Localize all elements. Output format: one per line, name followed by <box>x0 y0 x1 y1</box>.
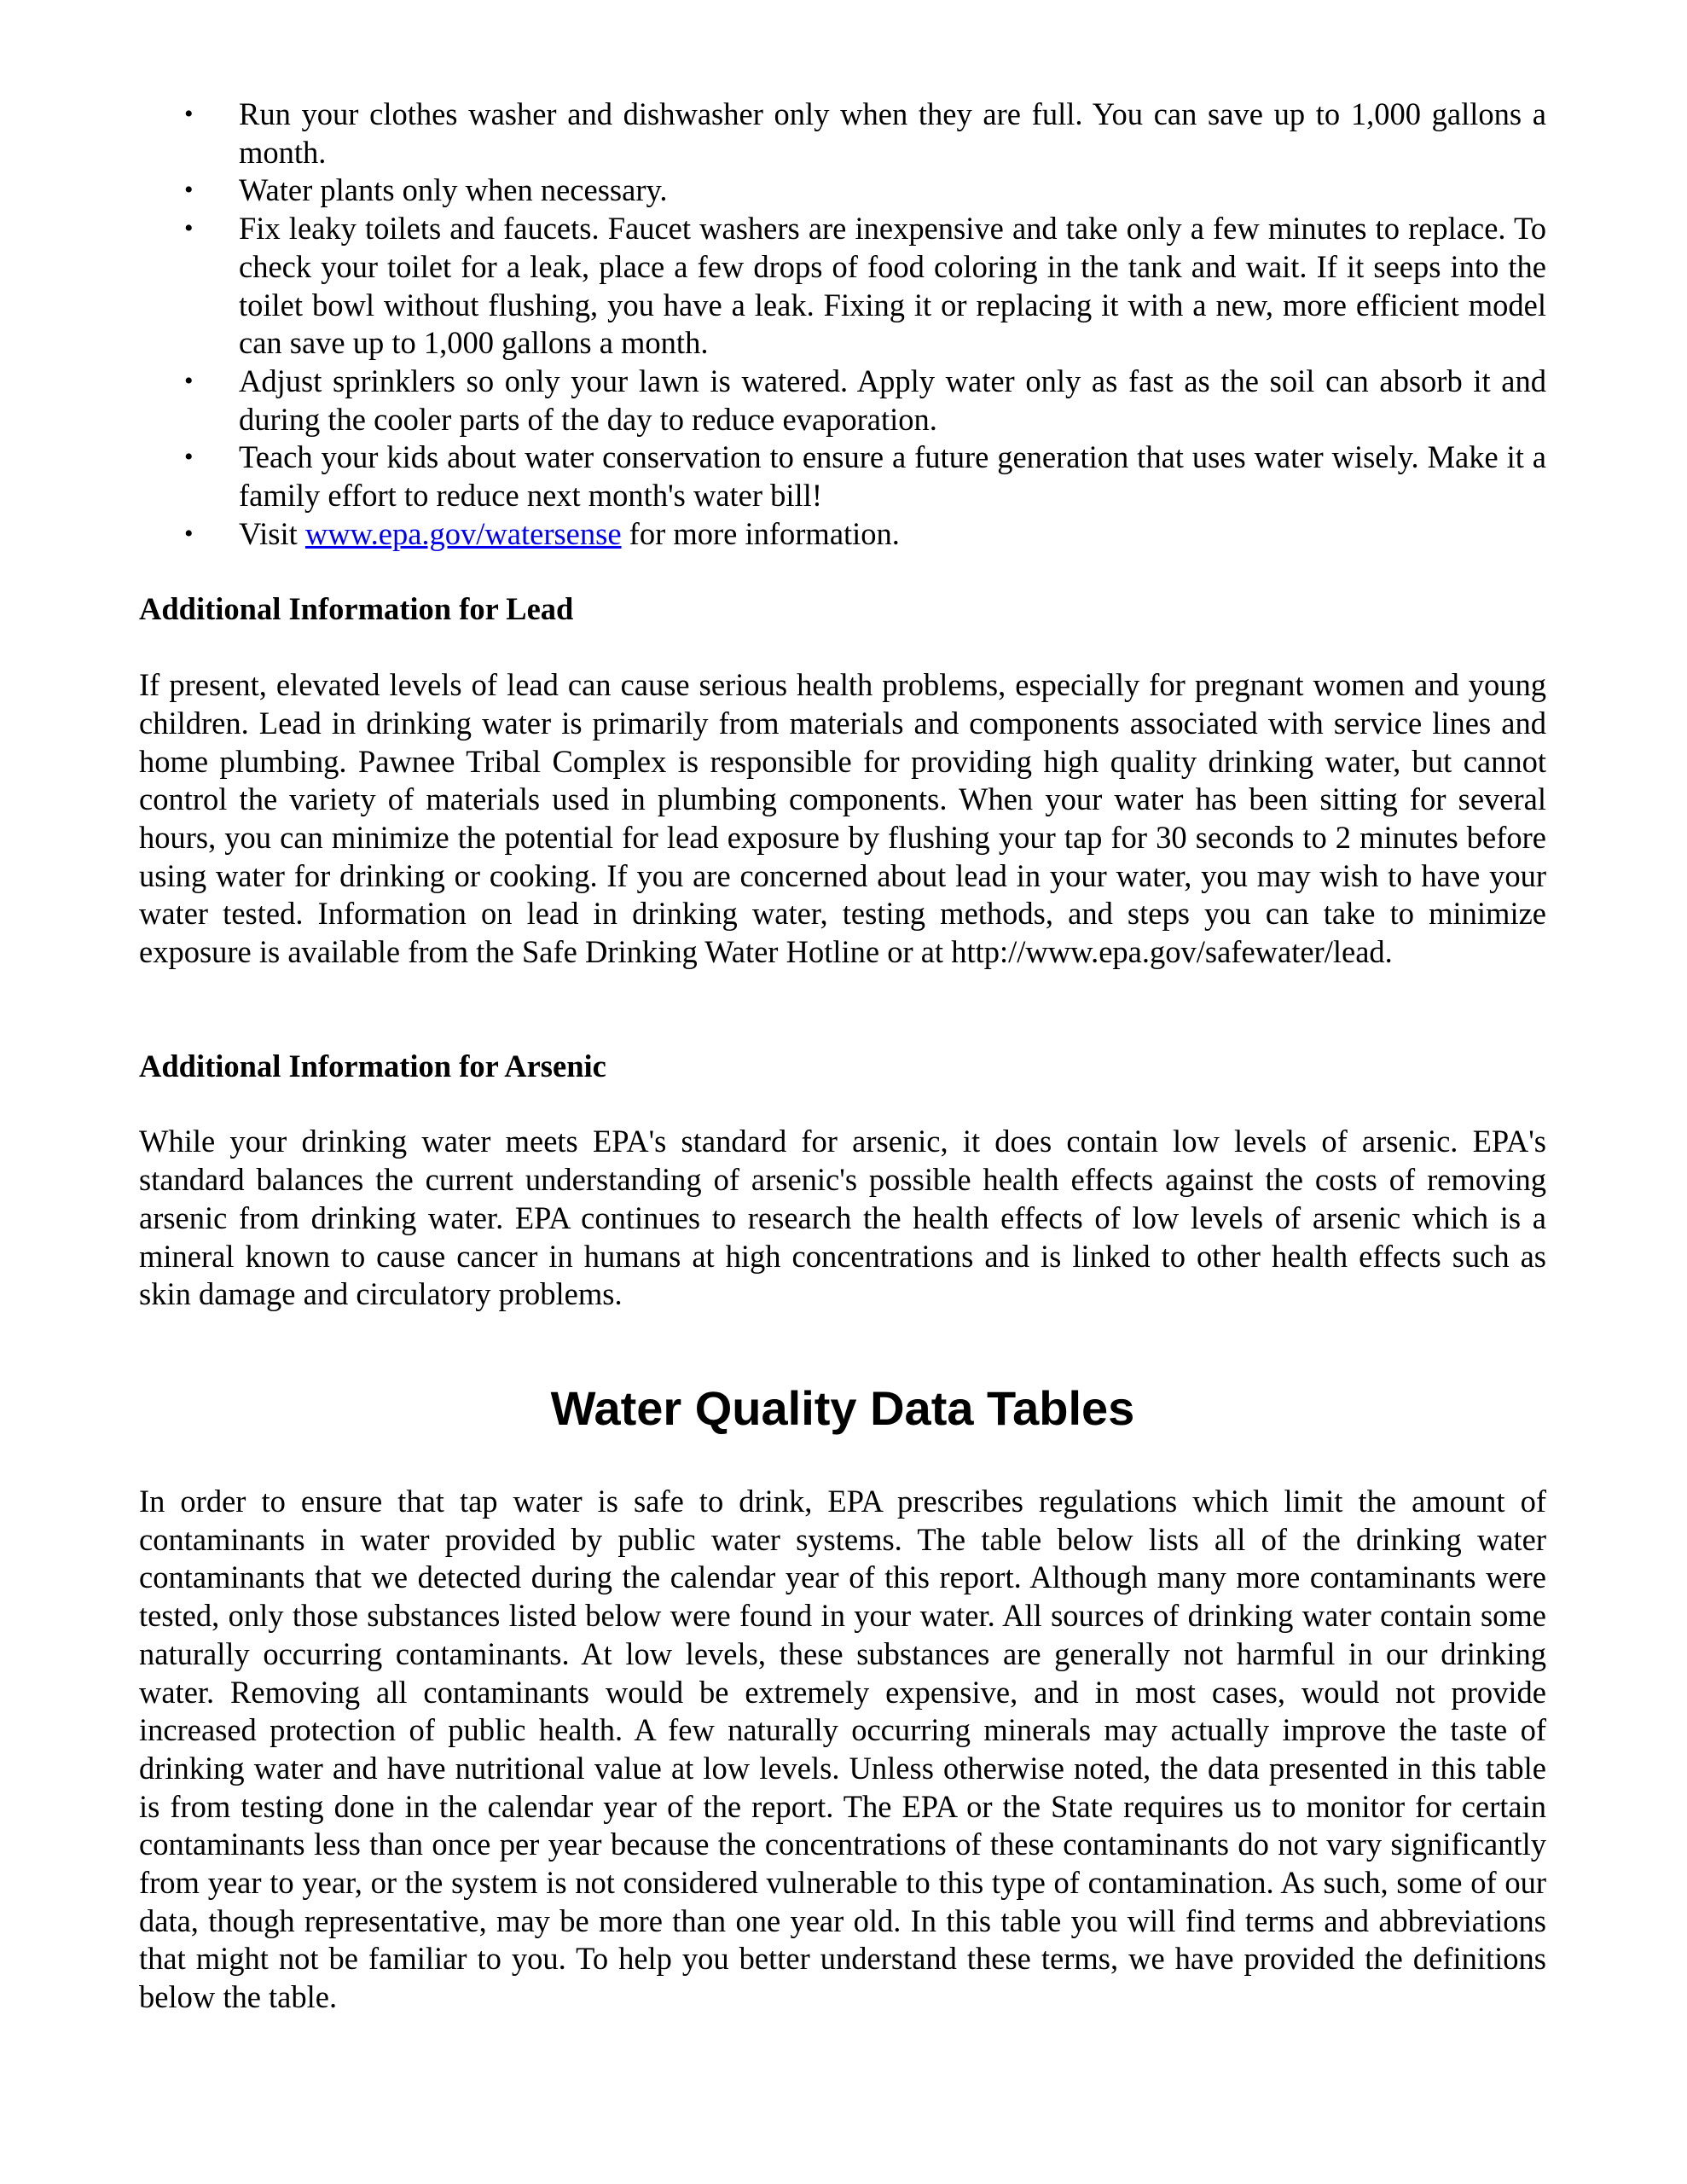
tip-text: Water plants only when necessary. <box>239 172 668 208</box>
tip-text: Run your clothes washer and dishwasher only when they are full. You can save up to 1,000 gallons a month. <box>239 96 1546 170</box>
list-item <box>139 96 1546 171</box>
lead-heading: Additional Information for Lead <box>139 591 574 627</box>
bullet-icon: • <box>184 176 194 205</box>
list-item <box>139 363 1546 439</box>
bullet-icon: • <box>184 100 194 128</box>
lead-paragraph: If present, elevated levels of lead can cause serious health problems, especially for pregnant women and young children. Lead in drinking water is primarily from materials and components associated with service lines and home plumbing. Pawnee Tribal Complex is responsible for providing high quality drinking water, but cannot control the variety of materials used in plumbing components. When your water has been sitting for several hours, you can minimize the potential for lead exposure by flushing your tap for 30 seconds to 2 minutes before using water for drinking or cooking. If you are concerned about lead in your water, you may wish to have your water tested. Information on lead in drinking water, testing methods, and steps you can take to minimize exposure is available from the Safe Drinking Water Hotline or at http://www.epa.gov/safewater/lead. <box>139 667 1546 970</box>
tip-text: Teach your kids about water conservation to ensure a future generation that uses water wisely. Make it a family effort to reduce next month's water bill! <box>239 439 1546 514</box>
water-saving-tips-list <box>139 96 1546 553</box>
list-item <box>139 439 1546 514</box>
tip-text: Adjust sprinklers so only your lawn is watered. Apply water only as fast as the soil can absorb it and during the cooler parts of the day to reduce evaporation. <box>239 363 1546 437</box>
tip-text: Fix leaky toilets and faucets. Faucet washers are inexpensive and take only a few minutes to replace. To check your toilet for a leak, place a few drops of food coloring in the tank and wait. If it seeps into the toilet bowl without flushing, you have a leak. Fixing it or replacing it with a new, more efficient model can save up to 1,000 gallons a month. <box>239 211 1546 361</box>
list-item <box>139 171 1546 210</box>
bullet-icon: • <box>184 519 194 548</box>
list-item <box>139 210 1546 363</box>
visit-prefix: Visit <box>239 515 305 551</box>
watersense-link[interactable]: www.epa.gov/watersense <box>304 515 622 551</box>
bullet-icon: • <box>184 443 194 472</box>
bullet-icon: • <box>184 214 194 243</box>
arsenic-paragraph: While your drinking water meets EPA's standard for arsenic, it does contain low levels of arsenic. EPA's standard balances the current understanding of arsenic's possible health effects against the costs of removing arsenic from drinking water. EPA continues to research the health effects of low levels of arsenic which is a mineral known to cause cancer in humans at high concentrations and is linked to other health effects such as skin damage and circulatory problems. <box>139 1124 1546 1312</box>
visit-suffix: for more information. <box>621 515 900 551</box>
document-page <box>139 96 1546 2017</box>
data-tables-paragraph: In order to ensure that tap water is safe to drink, EPA prescribes regulations which limit the amount of contaminants in water provided by public water systems. The table below lists all of the drinking water contaminants that we detected during the calendar year of this report. Although many more contaminants were tested, only those substances listed below were found in your water. All sources of drinking water contain some naturally occurring contaminants. At low levels, these substances are generally not harmful in our drinking water. Removing all contaminants would be extremely expensive, and in most cases, would not provide increased protection of public health. A few naturally occurring minerals may actually improve the taste of drinking water and have nutritional value at low levels. Unless otherwise noted, the data presented in this table is from testing done in the calendar year of the report. The EPA or the State requires us to monitor for certain contaminants less than once per year because the concentrations of these contaminants do not vary significantly from year to year, or the system is not considered vulnerable to this type of contamination. As such, some of our data, though representative, may be more than one year old. In this table you will find terms and abbreviations that might not be familiar to you. To help you better understand these terms, we have provided the definitions below the table. <box>139 1483 1546 2015</box>
page-title: Water Quality Data Tables <box>550 1380 1135 1435</box>
arsenic-heading: Additional Information for Arsenic <box>139 1048 606 1083</box>
bullet-icon: • <box>184 366 194 395</box>
list-item <box>139 515 1546 554</box>
